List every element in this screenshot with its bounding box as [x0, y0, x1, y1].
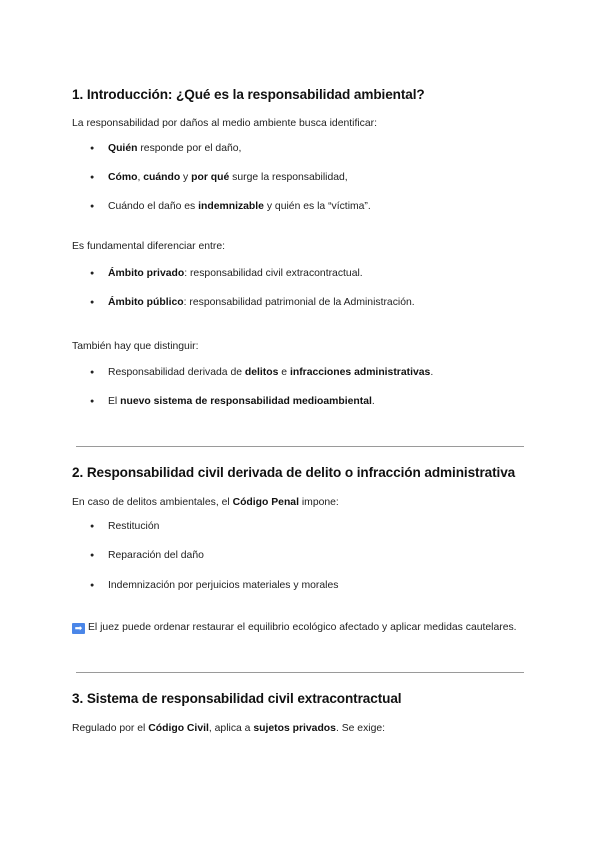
bullet-icon: ●: [90, 174, 95, 181]
bullet-icon: ●: [90, 398, 95, 405]
list-item: ● Reparación del daño: [90, 550, 204, 561]
bullet-icon: ●: [90, 552, 95, 559]
section-2-note: ➡ El juez puede ordenar restaurar el equilibrio ecológico afectado y aplicar medidas cautelares.: [72, 621, 528, 635]
section-1-intro-2: Es fundamental diferenciar entre:: [72, 241, 226, 252]
section-1-intro-3: También hay que distinguir:: [72, 341, 199, 352]
list-item: ● Responsabilidad derivada de delitos e infracciones administrativas.: [90, 367, 434, 378]
section-3-title: 3. Sistema de responsabilidad civil extracontractual: [72, 691, 402, 706]
section-2-title: 2. Responsabilidad civil derivada de delito o infracción administrativa: [72, 465, 516, 480]
section-1-title: 1. Introducción: ¿Qué es la responsabilidad ambiental?: [72, 87, 425, 102]
list-item: ● Restitución: [90, 521, 160, 532]
list-item: ● Ámbito público: responsabilidad patrimonial de la Administración.: [90, 297, 415, 308]
bullet-icon: ●: [90, 299, 95, 306]
section-divider: [76, 446, 524, 447]
list-item: ● Ámbito privado: responsabilidad civil extracontractual.: [90, 268, 363, 279]
bullet-icon: ●: [90, 369, 95, 376]
section-1-intro: La responsabilidad por daños al medio ambiente busca identificar:: [72, 118, 377, 129]
bullet-icon: ●: [90, 582, 95, 589]
list-item: ● Quién responde por el daño,: [90, 143, 242, 154]
list-item: ● Indemnización por perjuicios materiales y morales: [90, 580, 339, 591]
section-3-intro: Regulado por el Código Civil, aplica a sujetos privados. Se exige:: [72, 723, 386, 734]
section-divider: [76, 672, 524, 673]
bullet-icon: ●: [90, 145, 95, 152]
bullet-icon: ●: [90, 203, 95, 210]
arrow-right-icon: ➡: [72, 623, 85, 634]
list-item: ● Cuándo el daño es indemnizable y quién es la “víctima”.: [90, 201, 371, 212]
bullet-icon: ●: [90, 523, 95, 530]
list-item: ● El nuevo sistema de responsabilidad medioambiental.: [90, 396, 375, 407]
section-2-intro: En caso de delitos ambientales, el Código Penal impone:: [72, 497, 339, 508]
list-item: ● Cómo, cuándo y por qué surge la responsabilidad,: [90, 172, 348, 183]
bullet-icon: ●: [90, 270, 95, 277]
